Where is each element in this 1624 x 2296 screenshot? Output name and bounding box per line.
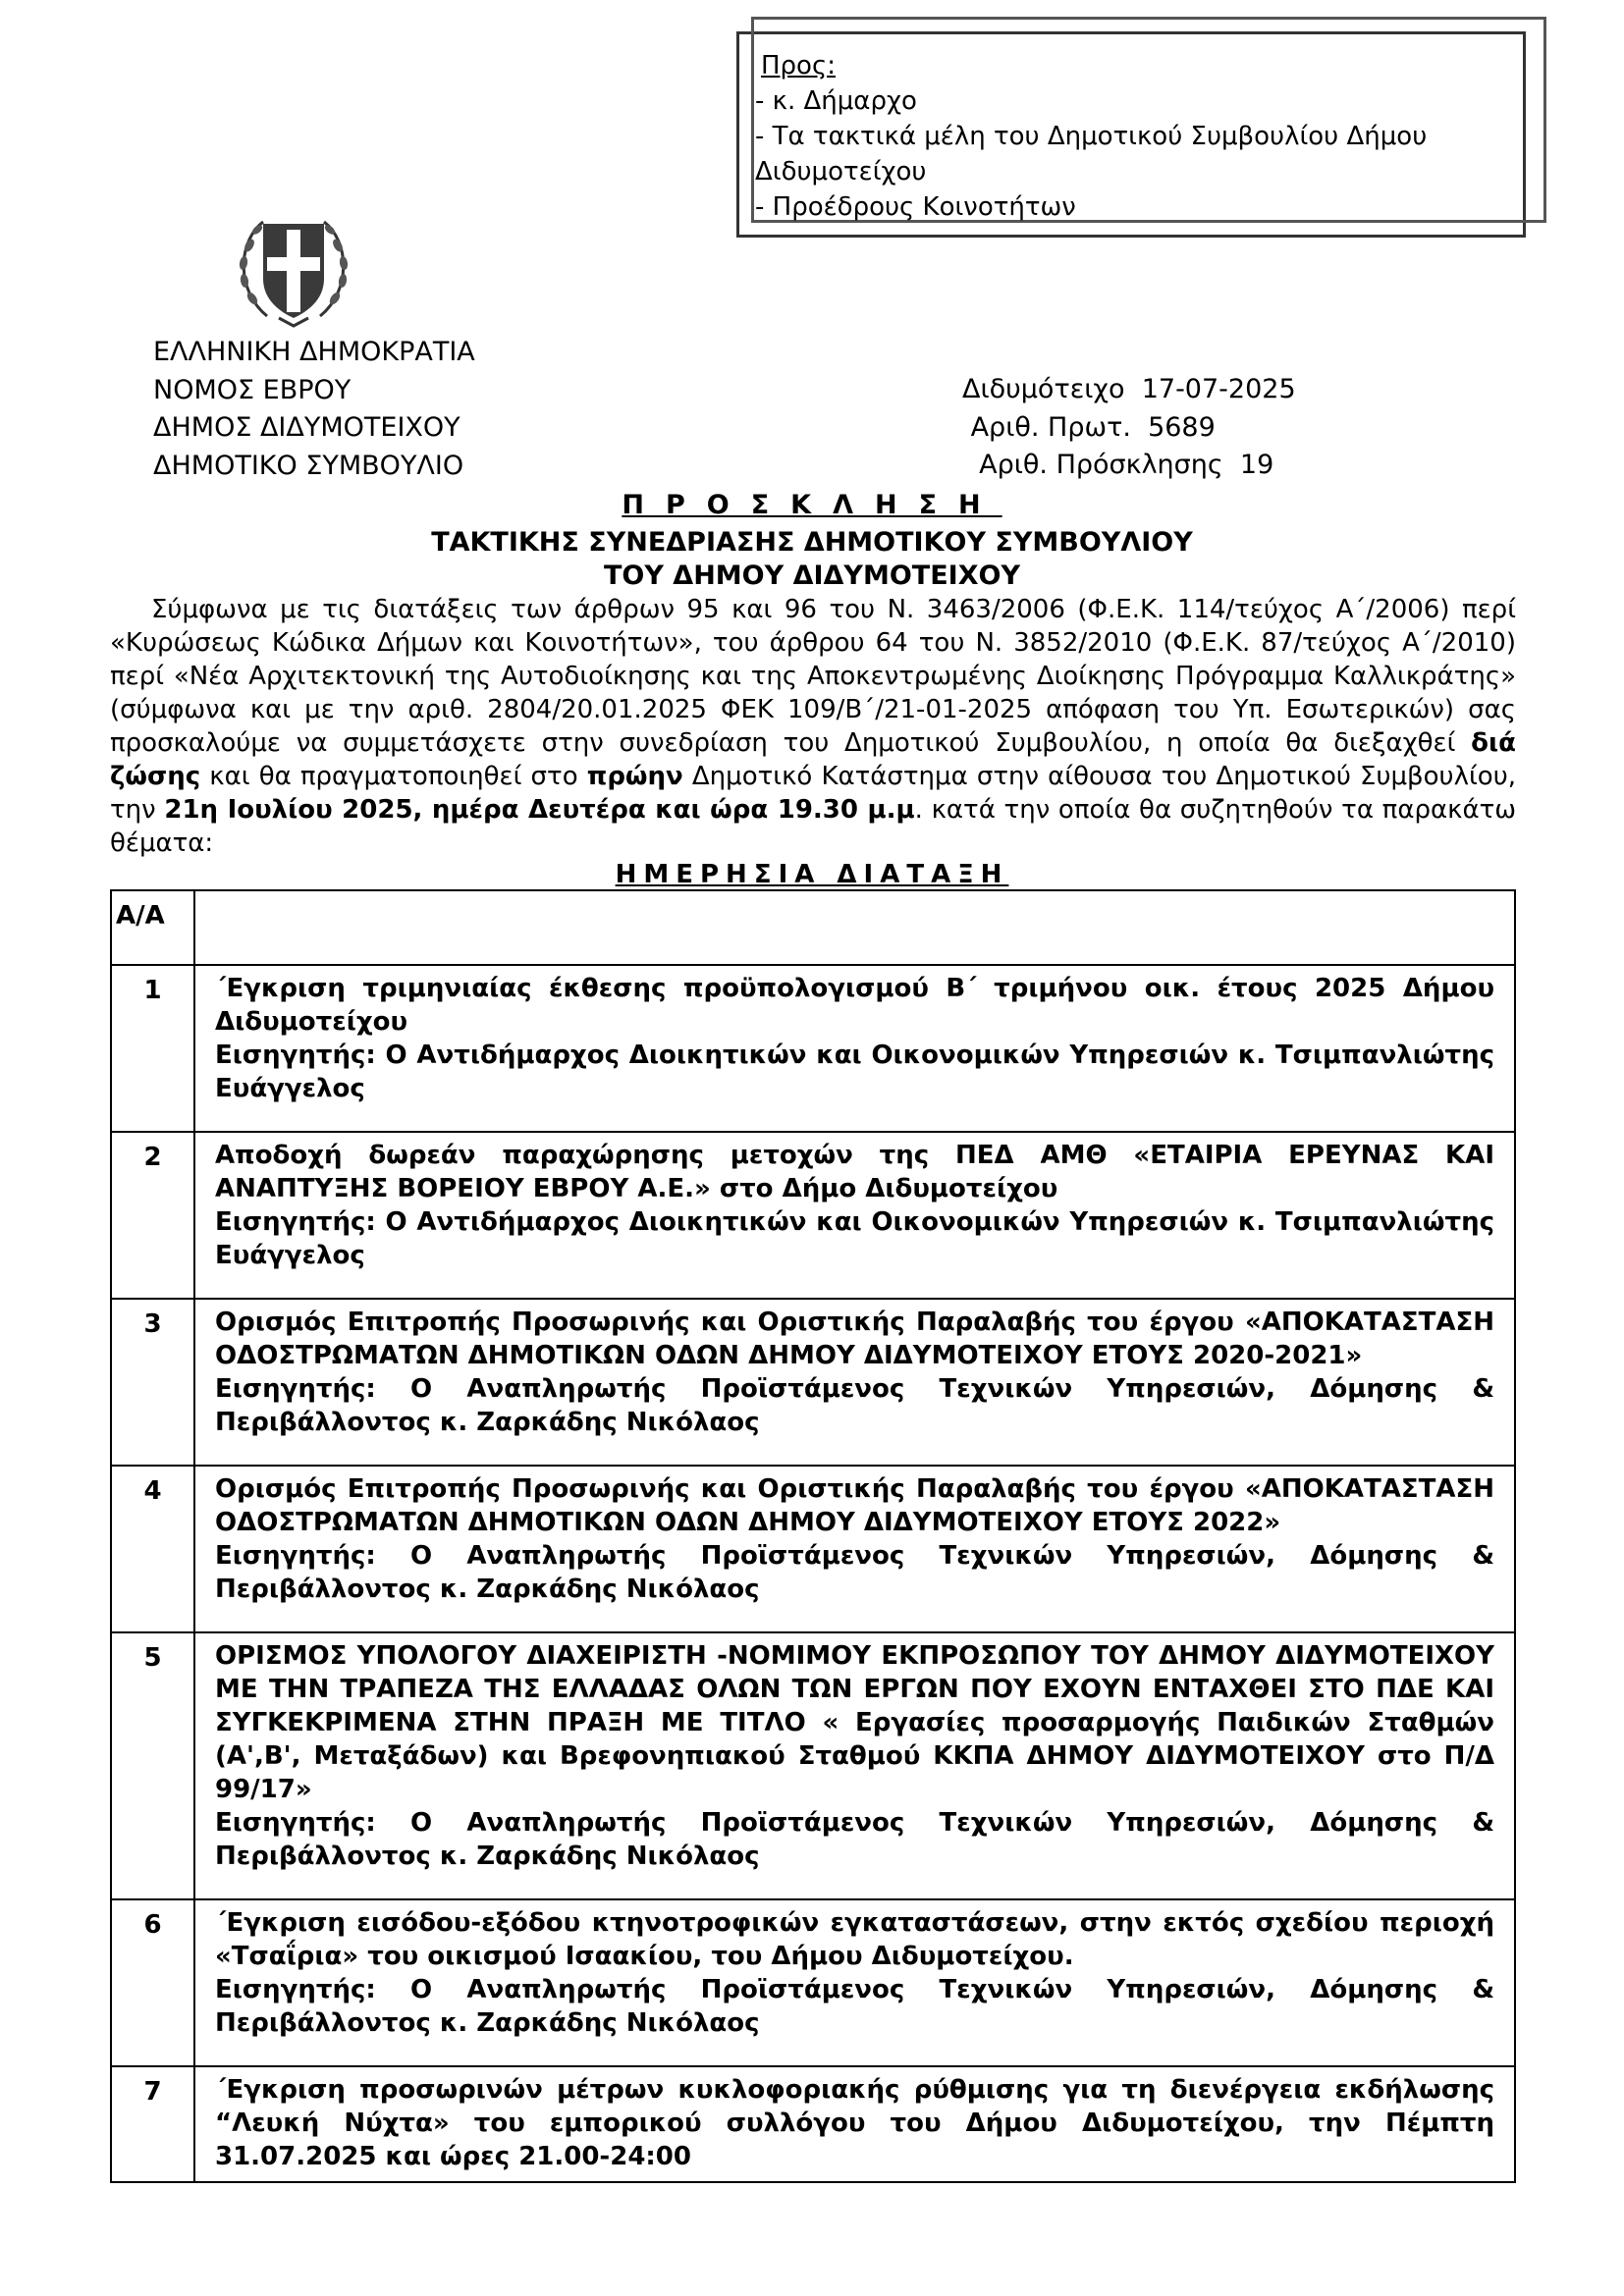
- item-reporter: Εισηγητής: Ο Αντιδήμαρχος Διοικητικών και Οικονομικών Υπηρεσιών κ. Τσιμπανλιώτης Ευάγγελος: [215, 1041, 1494, 1103]
- item-number: 1: [111, 965, 194, 1132]
- item-content: [194, 1132, 1515, 1299]
- header-line: ΝΟΜΟΣ ΕΒΡΟΥ: [153, 374, 352, 405]
- recipient-line: - κ. Δήμαρχο: [755, 86, 917, 116]
- header-line: ΔΗΜΟΣ ΔΙΔΥΜΟΤΕΙΧΟΥ: [153, 412, 460, 443]
- place-date: Διδυμότειχο 17-07-2025: [962, 374, 1296, 404]
- table-row: [111, 1632, 1515, 1899]
- subtitle-1: ΤΑΚΤΙΚΗΣ ΣΥΝΕΔΡΙΑΣΗΣ ΔΗΜΟΤΙΚΟΥ ΣΥΜΒΟΥΛΙΟΥ: [431, 527, 1193, 558]
- item-title: ΄Εγκριση τριμηνιαίας έκθεσης προϋπολογισμού Β΄ τριμήνου οικ. έτους 2025 Δήμου Διδυμοτείχου: [215, 974, 1494, 1037]
- body-bold: διά ζώσης: [110, 728, 1516, 791]
- agenda-table: [110, 889, 1516, 2183]
- item-number: 6: [111, 1899, 194, 2066]
- table-header-empty: [194, 890, 1515, 965]
- agenda-title-text: ΗΜΕΡΗΣΙΑ ΔΙΑΤΑΞΗ: [615, 860, 1009, 889]
- protocol-number: Αριθ. Πρωτ. 5689: [962, 411, 1216, 443]
- table-row: [111, 1299, 1515, 1466]
- item-title: Αποδοχή δωρεάν παραχώρησης μετοχών της ΠΕΔ ΑΜΘ «ΕΤΑΙΡΙΑ ΕΡΕΥΝΑΣ ΚΑΙ ΑΝΑΠΤΥΞΗΣ ΒΟΡΕΙΟΥ ΕΒΡΟΥ Α.Ε.» στο Δήμο Διδυμοτείχου: [215, 1141, 1494, 1203]
- item-title: Ορισμός Επιτροπής Προσωρινής και Οριστικής Παραλαβής του έργου «ΑΠΟΚΑΤΑΣΤΑΣΗ ΟΔΟΣΤΡΩΜΑΤΩΝ ΔΗΜΟΤΙΚΩΝ ΟΔΩΝ ΔΗΜΟΥ ΔΙΔΥΜΟΤΕΙΧΟΥ ΕΤΟΥΣ 2020-2021»: [215, 1308, 1494, 1370]
- recipients-box: [736, 31, 1526, 238]
- document-title-text: ΠΡΟΣΚΛΗΣΗ: [622, 490, 1002, 520]
- item-reporter: Εισηγητής: Ο Αναπληρωτής Προϊστάμενος Τεχνικών Υπηρεσιών, Δόμησης & Περιβάλλοντος κ. Ζαρκάδης Νικόλαος: [215, 1808, 1494, 1871]
- header-line: ΔΗΜΟΤΙΚΟ ΣΥΜΒΟΥΛΙΟ: [153, 450, 464, 481]
- table-header-aa: Α/Α: [111, 890, 194, 965]
- body-bold: πρώην: [586, 762, 683, 791]
- body-paragraph: [110, 593, 1516, 860]
- item-content: [194, 1632, 1515, 1899]
- item-content: [194, 1299, 1515, 1466]
- body-bold: 21η Ιουλίου 2025, ημέρα Δευτέρα και ώρα 19.30 μ.μ: [164, 795, 915, 825]
- recipients-lines: [755, 48, 1503, 225]
- item-content: [194, 1899, 1515, 2066]
- body-text: Δημοτικό Κατάστημα στην αίθουσα του Δημοτικού Συμβουλίου, την: [110, 762, 1516, 825]
- table-header-row: [111, 890, 1515, 965]
- invitation-number: Αριθ. Πρόσκλησης 19: [962, 450, 1274, 480]
- item-content: [194, 2066, 1515, 2182]
- agenda-title: [0, 858, 1624, 891]
- body-text: . κατά την οποία θα συζητηθούν τα παρακάτω θέματα:: [110, 795, 1517, 858]
- item-reporter: Εισηγητής: Ο Αντιδήμαρχος Διοικητικών και Οικονομικών Υπηρεσιών κ. Τσιμπανλιώτης Ευάγγελος: [215, 1207, 1494, 1270]
- table-row: [111, 1899, 1515, 2066]
- recipient-line: - Τα τακτικά μέλη του Δημοτικού Συμβουλίου Δήμου Διδυμοτείχου: [755, 122, 1428, 187]
- item-title: ΄Εγκριση εισόδου-εξόδου κτηνοτροφικών εγκαταστάσεων, στην εκτός σχεδίου περιοχή «Τσαΐρια» του οικισμού Ισαακίου, του Δήμου Διδυμοτείχου.: [215, 1908, 1494, 1971]
- table-row: [111, 1132, 1515, 1299]
- item-number: 7: [111, 2066, 194, 2182]
- header-left: [153, 334, 475, 485]
- item-reporter: Εισηγητής: Ο Αναπληρωτής Προϊστάμενος Τεχνικών Υπηρεσιών, Δόμησης & Περιβάλλοντος κ. Ζαρκάδης Νικόλαος: [215, 1541, 1494, 1604]
- recipient-line: - Προέδρους Κοινοτήτων: [755, 192, 1076, 222]
- body-text: Σύμφωνα με τις διατάξεις των άρθρων 95 και 96 του Ν. 3463/2006 (Φ.Ε.Κ. 114/τεύχος Α΄/2006) περί «Κυρώσεως Κώδικα Δήμων και Κοινοτήτων», του άρθρου 64 του Ν. 3852/2010 (Φ.Ε.Κ. 87/τεύχος Α΄/2010) περί «Νέα Αρχιτεκτονική της Αυτοδιοίκησης και της Αποκεντρωμένης Διοίκησης Πρόγραμμα Καλλικράτης» (σύμφωνα και με την αριθ. 2804/20.01.2025 ΦΕΚ 109/Β΄/21-01-2025 απόφαση του Υπ. Εσωτερικών) σας προσκαλούμε να συμμετάσχετε στην συνεδρίαση του Δημοτικού Συμβουλίου, η οποία θα διεξαχθεί: [110, 595, 1516, 758]
- item-title: ΄Εγκριση προσωρινών μέτρων κυκλοφοριακής ρύθμισης για τη διενέργεια εκδήλωσης “Λευκή Νύχτα» του εμπορικού συλλόγου του Δήμου Διδυμοτείχου, την Πέμπτη 31.07.2025 και ώρες 21.00-24:00: [215, 2075, 1494, 2171]
- table-row: [111, 2066, 1515, 2182]
- item-content: [194, 965, 1515, 1132]
- item-title: ΟΡΙΣΜΟΣ ΥΠΟΛΟΓΟΥ ΔΙΑΧΕΙΡΙΣΤΗ -ΝΟΜΙΜΟΥ ΕΚΠΡΟΣΩΠΟΥ ΤΟΥ ΔΗΜΟΥ ΔΙΔΥΜΟΤΕΙΧΟΥ ΜΕ ΤΗΝ ΤΡΑΠΕΖΑ ΤΗΣ ΕΛΛΑΔΑΣ ΟΛΩΝ ΤΩΝ ΕΡΓΩΝ ΠΟΥ ΕΧΟΥΝ ΕΝΤΑΧΘΕΙ ΣΤΟ ΠΔΕ ΚΑΙ ΣΥΓΚΕΚΡΙΜΕΝΑ ΣΤΗΝ ΠΡΑΞΗ ΜΕ ΤΙΤΛΟ « Εργασίες προσαρμογής Παιδικών Σταθμών (Α',Β', Μεταξάδων) και Βρεφονηπιακού Σταθμού ΚΚΠΑ ΔΗΜΟΥ ΔΙΔΥΜΟΤΕΙΧΟΥ στο Π/Δ 99/17»: [215, 1641, 1494, 1804]
- item-content: [194, 1466, 1515, 1632]
- table-row: [111, 965, 1515, 1132]
- item-reporter: Εισηγητής: Ο Αναπληρωτής Προϊστάμενος Τεχνικών Υπηρεσιών, Δόμησης & Περιβάλλοντος κ. Ζαρκάδης Νικόλαος: [215, 1374, 1494, 1437]
- header-right: [962, 371, 1296, 485]
- subtitle-2: ΤΟΥ ΔΗΜΟΥ ΔΙΔΥΜΟΤΕΙΧΟΥ: [603, 561, 1021, 591]
- body-text: και θα πραγματοποιηθεί στο: [200, 762, 587, 791]
- item-number: 4: [111, 1466, 194, 1632]
- item-title: Ορισμός Επιτροπής Προσωρινής και Οριστικής Παραλαβής του έργου «ΑΠΟΚΑΤΑΣΤΑΣΗ ΟΔΟΣΤΡΩΜΑΤΩΝ ΔΗΜΟΤΙΚΩΝ ΟΔΩΝ ΔΗΜΟΥ ΔΙΔΥΜΟΤΕΙΧΟΥ ΕΤΟΥΣ 2022»: [215, 1474, 1494, 1537]
- document-title: [0, 489, 1624, 522]
- table-row: [111, 1466, 1515, 1632]
- item-number: 3: [111, 1299, 194, 1466]
- coat-of-arms-icon: [228, 202, 359, 334]
- recipients-title: Προς:: [761, 51, 836, 80]
- item-number: 2: [111, 1132, 194, 1299]
- item-reporter: Εισηγητής: Ο Αναπληρωτής Προϊστάμενος Τεχνικών Υπηρεσιών, Δόμησης & Περιβάλλοντος κ. Ζαρκάδης Νικόλαος: [215, 1975, 1494, 2038]
- item-number: 5: [111, 1632, 194, 1899]
- header-line: ΕΛΛΗΝΙΚΗ ΔΗΜΟΚΡΑΤΙΑ: [153, 337, 475, 367]
